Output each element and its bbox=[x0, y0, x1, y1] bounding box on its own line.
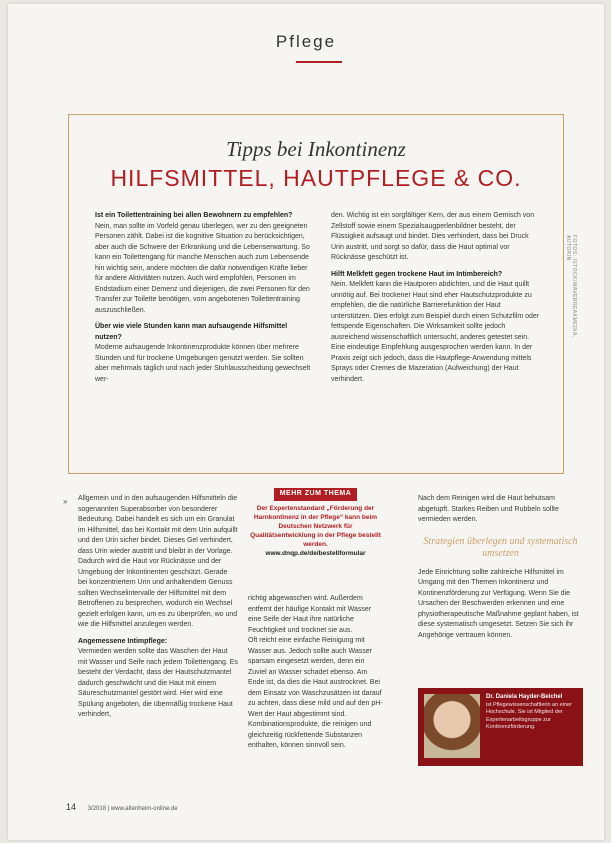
page-footer bbox=[66, 802, 178, 812]
paragraph: Oft reicht eine einfache Reinigung mit Wasser aus. Jedoch sollte auch Wasser sparsam eingesetzt werden, denn ein Zuviel an Wasser schadet ebenso. Am Ende ist, da dies die Haut austrocknet. Bei dem Einsatz von Waschzusätzen ist darauf zu achten, dass diese mild und auf den pH-Wert der Haut abgestimmt sind. Kombinationsprodukte, die reinigen und gleichzeitig rückfettende Substanzen enthalten, können sinnvoll sein. bbox=[248, 637, 383, 749]
paragraph: Jede Einrichtung sollte zahlreiche Hilfsmittel im Umgang mit den Themen Inkontinenz und Kontinenzförderung zur Verfügung. Wenn Sie die Ursachen der Beschwerden erkennen und eine physiotherapeutische Maßnahme geplant haben, ist diese systematisch umgesetzt. Setzen Sie sich ihr Angehörige vertrauen können. bbox=[418, 568, 579, 639]
paragraph: Nach dem Reinigen wird die Haut behutsam abgetupft. Starkes Reiben und Rubbeln sollte vermieden werden. bbox=[418, 495, 559, 523]
paragraph: Allgemein und in den aufsaugenden Hilfsmitteln die sogenannten Superabsorber von besonderer Bedeutung. Dabei handelt es sich um ein Granulat im Hilfsmittel, das bei Kontakt mit dem Urin aufquillt und den Urin sicher bindet. Dieses Gel verhindert, dass Urin wieder austritt und bleibt in der Vorlage. Dadurch wird die Haut vor Rücknässe und der Umgebung der Inkontinenten geschützt. Gerade bei konzentriertem Urin und anhaltendem Genuss sollten Wechselintervalle der Hilfsmittel mit dem Betroffenen zu besprechen, wodurch ein Wechsel gezielt erfolgen kann, um es zu überprüfen, wo und wie die Hilfsmittel anzulegen werden. bbox=[78, 495, 238, 628]
section-rule bbox=[296, 61, 342, 63]
box-right-column bbox=[331, 211, 541, 385]
faq-answer: Nein. Melkfett kann die Hautporen abdichten, und die Haut quillt unnötig auf. Bei trockener Haut sind eher Hautschutzprodukte zu empfehlen, die die natürliche Barrierefunktion der Haut unterstützen. Dies erfolgt zum Beispiel durch einen Schutzfilm oder fettspende Eigenschaften. Die Wirksamkeit sollte jedoch ausreichend wissenschaftlich untersucht, anderes getestet sein. Eine eindeutige Empfehlung ausgesprochen werden kann. In der Praxis zeigt sich jedoch, dass die Hautpflege-Anwendung mittels Sprays oder Cremes die Mazeration (Aufweichung) der Haut verhindert. bbox=[331, 281, 540, 383]
more-info-link[interactable]: www.dnqp.de/de/bestellformular bbox=[265, 549, 366, 557]
faq-answer: Moderne aufsaugende Inkontinenzprodukte können über mehrere Stunden und für trockene Umgebungen genutzt werden. Sie sollten aber mehrmals täglich und nach jeder Stuhlausscheidung gewechselt wer- bbox=[95, 344, 311, 383]
author-description: ist Pflegewissenschaftlerin an einer Hochschule. Sie ist Mitglied der Expertenarbeitsgruppe zur Kontinenzförderung. bbox=[486, 701, 572, 730]
more-info-text: Der Expertenstandard „Förderung der Harnkontinenz in der Pflege“ kann beim Deutschen Netzwerk für Qualitätsentwicklung in der Pflege bestellt werden. bbox=[250, 504, 381, 548]
faq-question: Ist ein Toilettentraining bei allen Bewohnern zu empfehlen? bbox=[95, 212, 293, 219]
faq-question: Hilft Melkfett gegen trockene Haut im Intimbereich? bbox=[331, 270, 503, 278]
paragraph: Vermieden werden sollte das Waschen der Haut mit Wasser und Seife nach jedem Toilettengang. Es besteht der Verdacht, dass der Hautschutzmantel dadurch geschwächt und die Haut mit einem Säureschutzmantel gestört wird. Hier wird eine Spülung angeboten, die übermäßig trockene Haut verhindert, bbox=[78, 648, 238, 718]
box-kicker: Tipps bei Inkontinenz bbox=[226, 137, 406, 161]
box-left-column bbox=[95, 211, 315, 385]
paragraph: richtig abgewaschen wird. Außerdem entfernt der häufige Kontakt mit Wasser eine Seife der Haut ihre natürliche Feuchtigkeit und trocknet sie aus. bbox=[248, 595, 372, 634]
footer-text: 3/2018 | www.altenheim-online.de bbox=[87, 806, 178, 812]
faq-question: Über wie viele Stunden kann man aufsaugende Hilfsmittel nutzen? bbox=[95, 323, 288, 341]
magazine-page bbox=[8, 4, 604, 840]
article-column-1 bbox=[78, 494, 238, 721]
section-title: Pflege bbox=[275, 32, 337, 51]
author-name: Dr. Daniela Hayder-Beichel bbox=[486, 694, 563, 700]
more-info-box bbox=[248, 488, 383, 559]
info-box bbox=[68, 114, 577, 474]
faq-answer: Nein, man sollte im Vorfeld genau überlegen, wer zu den geeigneten Personen zählt. Dabei ist die kognitive Situation zu berücksichtigen, aber auch die Schwere der Erkrankung und die Lebenserwartung. So kann ein Toilettengang für manche Menschen auch zum Lebensende hin wichtig sein, andere möchten die dafür notwendigen Kräfte lieber für andere Aktivitäten nutzen. Auch wird empfohlen, Personen im Endstadium einer Demenz und diejenigen, die zwei Personen für den Transfer zur Toilette benötigen, vom angebotenen Toilettentraining auszuschließen. bbox=[95, 222, 310, 314]
faq-answer: den. Wichtig ist ein sorgfältiger Kern, der aus einem Gemisch von Zellstoff sowie einem Spezialsaugperlenbildner besteht, der Flüssigkeit aufsaugt und bindet. Dies verhindert, dass bei Druck Urin austritt, und sorgt so dafür, dass die Haut optimal vor Rücknässe geschützt ist. bbox=[331, 212, 535, 261]
pull-quote: Strategien überlegen und systematisch umsetzen bbox=[423, 535, 578, 559]
paragraph-lead: Angemessene Intimpflege: bbox=[78, 637, 168, 645]
photo-credit: FOTOS: ISTOCK/WAVEBREAKMEDIA, AUTORIN bbox=[565, 235, 577, 338]
author-photo bbox=[424, 694, 480, 758]
more-info-banner: MEHR ZUM THEMA bbox=[274, 488, 358, 501]
page-number: 14 bbox=[66, 802, 77, 812]
author-bio bbox=[486, 694, 578, 732]
article-column-2 bbox=[248, 594, 383, 752]
continuation-arrow-icon: » bbox=[63, 497, 68, 506]
article-column-3 bbox=[418, 494, 583, 641]
author-box bbox=[418, 688, 583, 766]
box-headline: HILFSMITTEL, HAUTPFLEGE & CO. bbox=[110, 165, 522, 191]
